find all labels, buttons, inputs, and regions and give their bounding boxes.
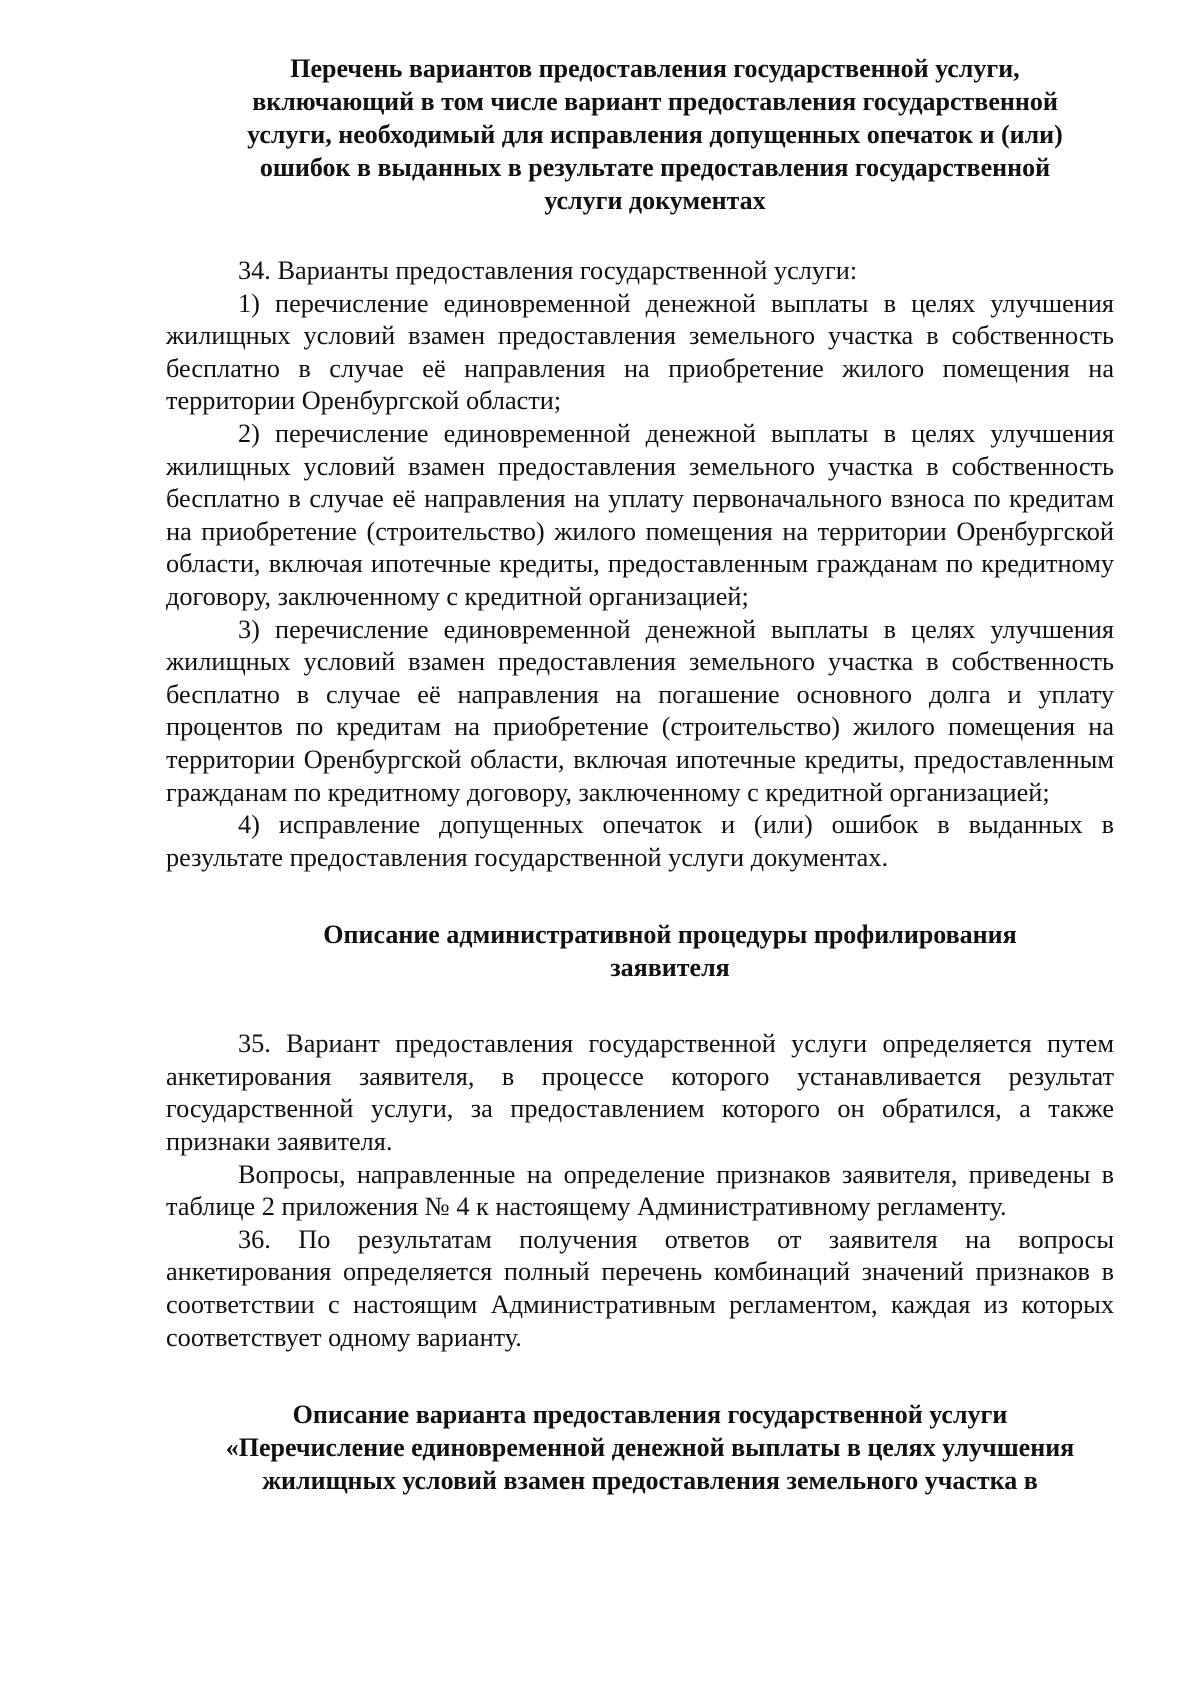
section-heading-variants-list: [166, 52, 1114, 217]
heading-line: Перечень вариантов предоставления государственной услуги,: [290, 54, 1020, 83]
heading-line: жилищных условий взамен предоставления земельного участка в: [262, 1466, 1038, 1496]
heading-line: заявителя: [610, 953, 730, 983]
section-heading-variant-description: [166, 1398, 1114, 1497]
heading-line: услуги, необходимый для исправления допущенных опечаток и (или): [247, 120, 1063, 149]
heading-line: ошибок в выданных в результате предоставления государственной: [259, 153, 1051, 182]
heading-line: Описание административной процедуры профилирования: [323, 920, 1017, 950]
heading-line: услуги документах: [544, 186, 766, 215]
heading-line: Описание варианта предоставления государственной услуги: [292, 1400, 1008, 1430]
paragraph-36: 36. По результатам получения ответов от заявителя на вопросы анкетирования определяется полный перечень комбинаций значений признаков в соответствии с настоящим Административным регламентом, каждая из которых соответствует одному варианту.: [166, 1224, 1114, 1352]
list-item-variant-4: 4) исправление допущенных опечаток и (или) ошибок в выданных в результате предоставления государственной услуги документах.: [166, 810, 1114, 872]
spacer: [166, 984, 1114, 1028]
list-item-variant-3: 3) перечисление единовременной денежной выплаты в целях улучшения жилищных условий взамен предоставления земельного участка в собственность бесплатно в случае её направления на погашение основного долга и уплату процентов по кредитам на приобретение (строительство) жилого помещения на территории Оренбургской области, включая ипотечные кредиты, предоставленным гражданам по кредитному договору, заключенному с кредитной организацией;: [166, 614, 1114, 807]
section-heading-profiling: [166, 918, 1114, 984]
paragraph-34: 34. Варианты предоставления государственной услуги:: [238, 256, 858, 285]
heading-line: включающий в том числе вариант предоставления государственной: [252, 87, 1058, 116]
document-content: [166, 52, 1114, 1497]
list-item-variant-1: 1) перечисление единовременной денежной выплаты в целях улучшения жилищных условий взамен предоставления земельного участка в собственность бесплатно в случае её направления на приобретение жилого помещения на территории Оренбургской области;: [166, 288, 1114, 416]
spacer: [166, 874, 1114, 918]
paragraph-35: 35. Вариант предоставления государственной услуги определяется путем анкетирования заявителя, в процессе которого устанавливается результат государственной услуги, за предоставлением которого он обратился, а также признаки заявителя.: [166, 1029, 1114, 1157]
spacer: [166, 1354, 1114, 1398]
list-item-variant-2: 2) перечисление единовременной денежной выплаты в целях улучшения жилищных условий взамен предоставления земельного участка в собственность бесплатно в случае её направления на уплату первоначального взноса по кредитам на приобретение (строительство) жилого помещения на территории Оренбургской области, включая ипотечные кредиты, предоставленным гражданам по кредитному договору, заключенному с кредитной организацией;: [166, 418, 1114, 611]
spacer: [166, 217, 1114, 255]
paragraph-questions: Вопросы, направленные на определение признаков заявителя, приведены в таблице 2 приложения № 4 к настоящему Административному регламенту.: [166, 1159, 1114, 1222]
heading-line: «Перечисление единовременной денежной выплаты в целях улучшения: [225, 1433, 1075, 1463]
